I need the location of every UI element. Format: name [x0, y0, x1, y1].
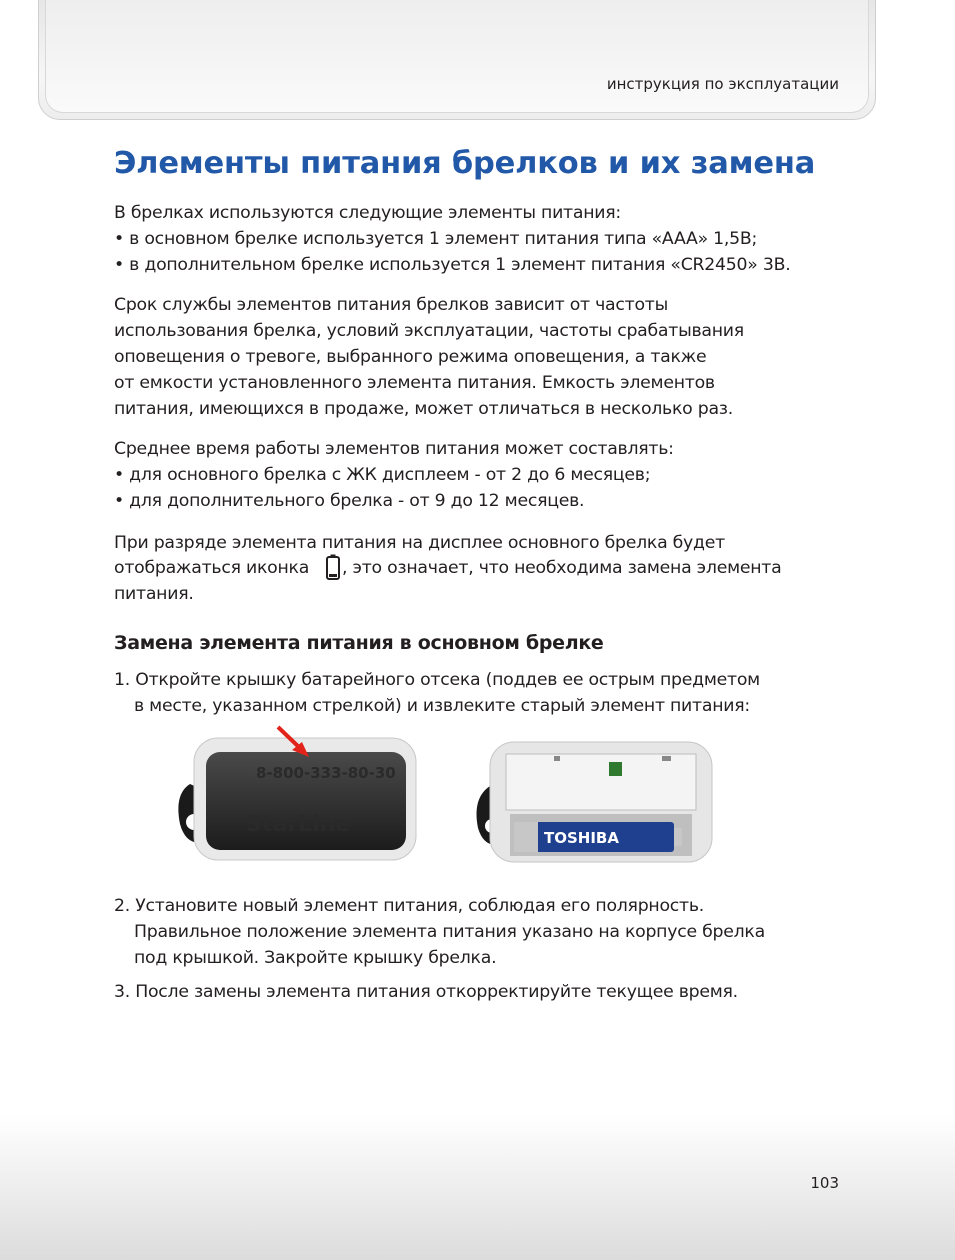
discharge-line-before: отображаться иконка — [114, 558, 310, 578]
step-3-line: 3. После замены элемента питания откорректируйте текущее время. — [114, 982, 738, 1002]
service-life-line: использования брелка, условий эксплуатации, частоты срабатывания — [114, 321, 744, 341]
step-2-line: Правильное положение элемента питания указано на корпусе брелка — [134, 922, 765, 942]
running-head: инструкция по эксплуатации — [606, 75, 839, 93]
discharge-line: питания. — [114, 584, 194, 604]
section-title: Замена элемента питания в основном брелке — [114, 632, 604, 654]
intro-bullet: • в основном брелке используется 1 элемент питания типа «AAA» 1,5В; — [114, 229, 758, 249]
fob-brand-text: StarLine — [246, 812, 351, 837]
step-2-line: под крышкой. Закройте крышку брелка. — [134, 948, 497, 968]
page-number: 103 — [810, 1174, 839, 1192]
service-life-line: питания, имеющихся в продаже, может отличаться в несколько раз. — [114, 399, 733, 419]
service-life-line: от емкости установленного элемента питания. Емкость элементов — [114, 373, 715, 393]
fob-phone-text: 8-800-333-80-30 — [256, 764, 396, 782]
page-title: Элементы питания брелков и их замена — [114, 146, 816, 181]
header-inner-frame — [45, 0, 869, 113]
runtime-bullet: • для дополнительного брелка - от 9 до 12 месяцев. — [114, 491, 585, 511]
open-fob-photo — [466, 740, 716, 865]
step-1-line: в месте, указанном стрелкой) и извлеките старый элемент питания: — [134, 696, 750, 716]
step-1-line: 1. Откройте крышку батарейного отсека (поддев ее острым предметом — [114, 670, 760, 690]
runtime-bullet: • для основного брелка с ЖК дисплеем - от 2 до 6 месяцев; — [114, 465, 651, 485]
step-2-line: 2. Установите новый элемент питания, соблюдая его полярность. — [114, 896, 705, 916]
header-band — [38, 0, 876, 120]
runtime-lead: Среднее время работы элементов питания может составлять: — [114, 439, 674, 459]
discharge-line-after: , это означает, что необходима замена элемента — [342, 558, 782, 578]
service-life-line: оповещения о тревоге, выбранного режима оповещения, а также — [114, 347, 707, 367]
intro-lead: В брелках используются следующие элементы питания: — [114, 203, 621, 223]
battery-low-icon — [326, 554, 340, 580]
intro-bullet: • в дополнительном брелке используется 1 элемент питания «CR2450» 3В. — [114, 255, 791, 275]
service-life-line: Срок службы элементов питания брелков зависит от частоты — [114, 295, 668, 315]
battery-brand-text: TOSHIBA — [544, 829, 619, 847]
closed-fob-photo — [172, 724, 422, 864]
discharge-line: При разряде элемента питания на дисплее основного брелка будет — [114, 533, 725, 553]
